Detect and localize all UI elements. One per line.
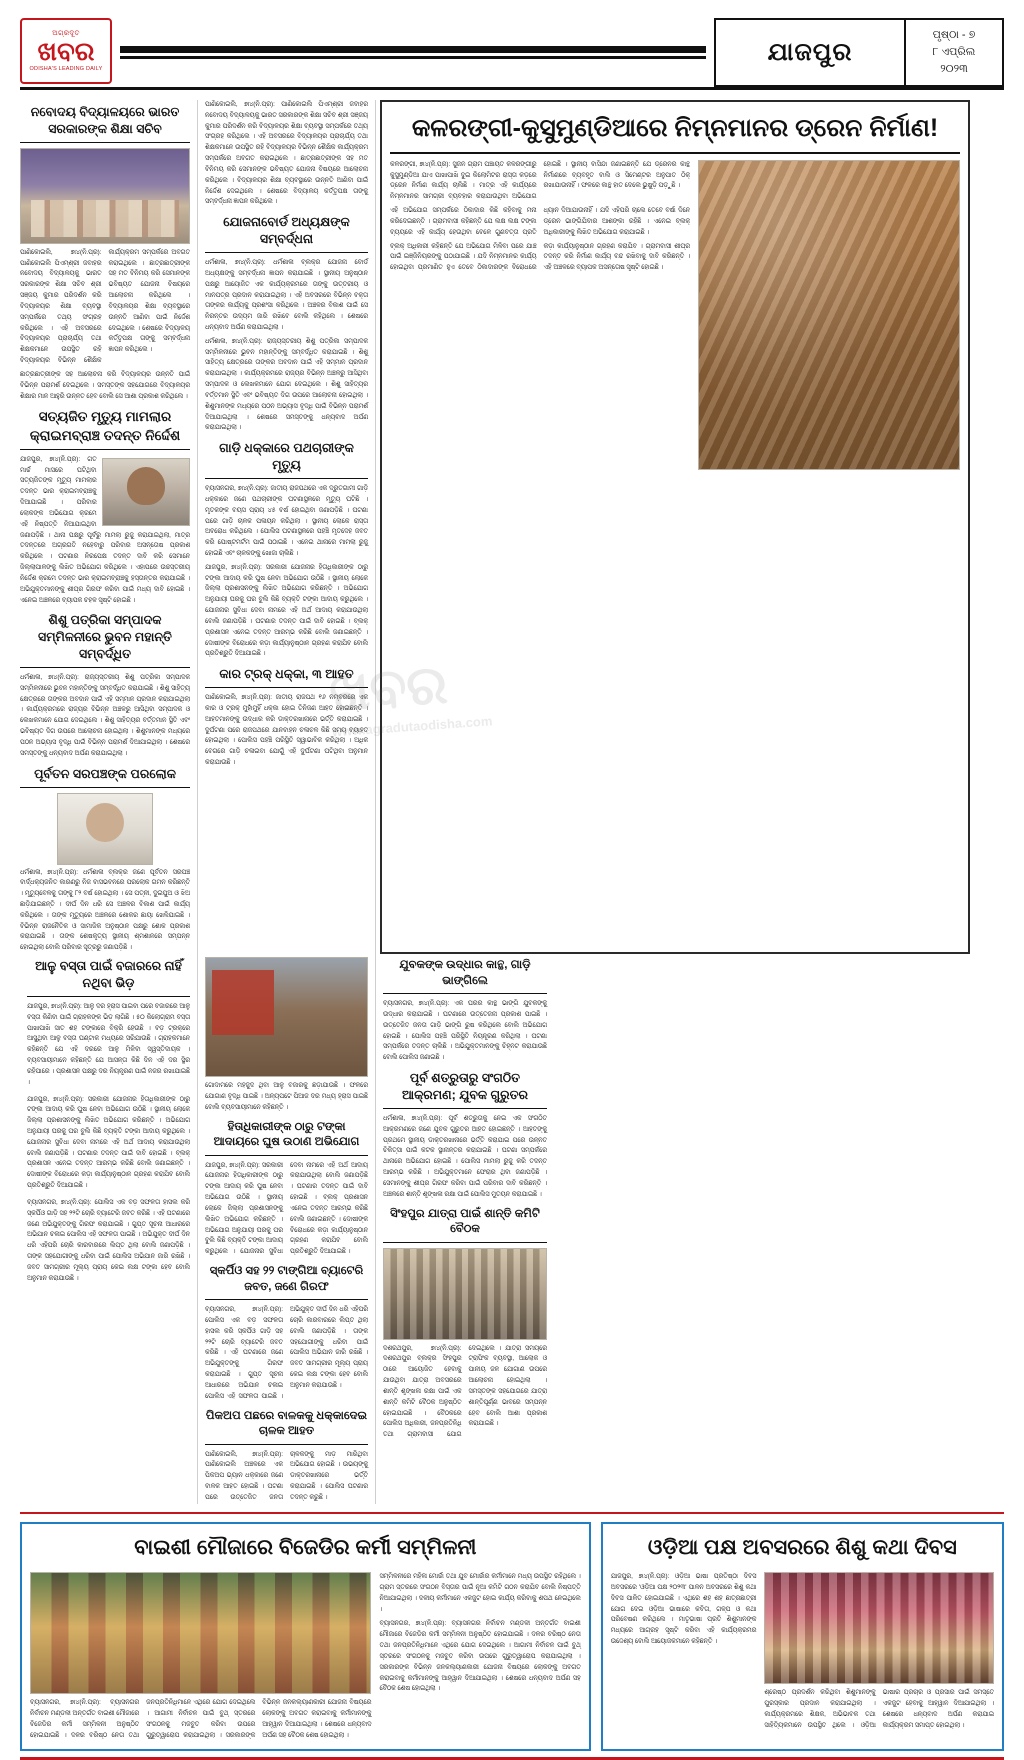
column-2 [198, 100, 376, 954]
bottom-article-odia-paksha [601, 1522, 1004, 1752]
article-headline: ପୂର୍ବ ଶତ୍ରୁତାରୁ ସଂଗଠିତ ଆକ୍ରମଣ; ଯୁବକ ଗୁରୁତର [383, 1070, 547, 1109]
article-yojana-board [205, 214, 368, 434]
feature-body-1: କଳରଙ୍ଗୀ, ୭ା୪(ନି.ପ୍ର): ସୁଜନ ଗ୍ରାମ ପଞ୍ଚାୟତ କଳରଙ୍ଗୀରୁ କୁସୁମୁଣ୍ଡିଆ ଯାଏ ପାଖାପାଖି ଦୁଇ କିଲୋମିଟର ରାସ୍ତା କଡ଼ରେ ଡ୍ରେନ ନିର୍ମାଣ କାର୍ଯ୍ୟ ଚାଲିଛି । ମାତ୍ର ଏହି କାର୍ଯ୍ୟରେ ନିମ୍ନମାନର ସାମଗ୍ରୀ ବ୍ୟବହାର କରାଯାଉଥିବା ଅଭିଯୋଗ ହୋଇଛି । ସ୍ଥାନୀୟ ବାସିନ୍ଦା ଜଣାଇଛନ୍ତି ଯେ ଡ୍ରେନର କାନ୍ଥ ନିର୍ମାଣରେ ବ୍ୟବହୃତ ବାଲି ଓ ସିମେଣ୍ଟର ଅନୁପାତ ଠିକ୍‌ ରଖାଯାଉନାହିଁ । ଫଳରେ କାନ୍ଥ ହାତ ଦେଲେ ଭୁଷୁଡ଼ି ପଡ଼ୁଛି । [390, 160, 690, 201]
issue-info [906, 20, 1002, 85]
drain-construction-site-photo [698, 160, 960, 470]
article-attack [383, 1070, 547, 1200]
district-name: ଯାଜପୁର [716, 20, 906, 85]
column-5 [376, 954, 554, 1504]
party-workers-meeting-photo [30, 1572, 371, 1694]
article-headline: ପୂର୍ବତନ ସରପଞ୍ଚଙ୍କ ପରଲୋକ [20, 766, 190, 788]
article-body: ଯାଜପୁର, ୭ା୪(ନି.ପ୍ର): ଗତ ମାର୍ଚ୍ଚ ମାସରେ ଘଟିଥିବା ସତ୍ୟଜିତଙ୍କ ମୃତ୍ୟୁ ମାମଲାର ତଦନ୍ତ ଭାର କ୍ରାଇମବ୍ରାଞ୍ଚକୁ ଦିଆଯାଇଛି । ପରିବାର ଲୋକଙ୍କ ଅଭିଯୋଗ କ୍ରମେ ଏହି ନିଷ୍ପତ୍ତି ନିଆଯାଇଥିବା ଜଣାପଡ଼ିଛି । ଥାନା ପକ୍ଷରୁ ପୂର୍ବରୁ ମାମଲା ରୁଜୁ କରାଯାଇଥିଲା, ମାତ୍ର ତଦନ୍ତରେ ଅଗ୍ରଗତି ନହେବାରୁ ପରିବାର ଅସନ୍ତୋଷ ପ୍ରକାଶ କରିଥିଲେ । ଘଟଣାର ନିରପେକ୍ଷ ତଦନ୍ତ ଦାବି କରି ସେମାନେ ଜିଲ୍ଲାପାଳଙ୍କୁ ଲିଖିତ ଅଭିଯୋଗ କରିଥିଲେ । ଏହାପରେ ଉଚ୍ଚସ୍ତରୀୟ ନିର୍ଦ୍ଦେଶ କ୍ରମେ ତଦନ୍ତ ଭାର କ୍ରାଇମବ୍ରାଞ୍ଚକୁ ହସ୍ତାନ୍ତର କରାଯାଇଛି । ଅଭିଯୁକ୍ତମାନଙ୍କୁ ଶୀଘ୍ର ଗିରଫ କରିବା ପାଇଁ ମଧ୍ୟ ଦାବି ହୋଇଛି । ଏନେଇ ଅଞ୍ଚଳରେ ବ୍ୟାପକ ଚହଳ ସୃଷ୍ଟି ହୋଇଛି । [20, 455, 190, 604]
article-sarpanch-obituary [20, 766, 190, 955]
article-body-extra: ଯାଜପୁର, ୭ା୪(ନି.ପ୍ର): ସରକାରୀ ଯୋଜନାର ହିତାଧିକାରୀଙ୍କ ଠାରୁ ଟଙ୍କା ଆଦାୟ କରି ଘୁଷ ନେବା ଅଭିଯୋଗ ଉଠିଛି । ସ୍ଥାନୀୟ ଲୋକେ ଜିଲ୍ଲା ପ୍ରଶାସନଙ୍କୁ ଲିଖିତ ଅଭିଯୋଗ କରିଛନ୍ତି । ଅଭିଯୋଗ ଅନୁଯାୟୀ ଘରକୁ ଘର ବୁଲି କିଛି ବ୍ୟକ୍ତି ଟଙ୍କା ଆଦାୟ କରୁଥିଲେ । ଯୋଜନାର ସୁବିଧା ଦେବା ନାମରେ ଏହି ଅର୍ଥ ଆଦାୟ କରାଯାଉଥିଲା ବୋଲି ଜଣାପଡ଼ିଛି । ଘଟଣାର ତଦନ୍ତ ପାଇଁ ଦାବି ହୋଇଛି । ବ୍ଲକ୍‌ ପ୍ରଶାସନ ଏନେଇ ତଦନ୍ତ ଆରମ୍ଭ କରିଛି ବୋଲି ଜଣାଇଛନ୍ତି । ଦୋଷୀଙ୍କ ବିରୋଧରେ କଡ଼ା କାର୍ଯ୍ୟାନୁଷ୍ଠାନ ଗ୍ରହଣ କରାଯିବ ବୋଲି ପ୍ରତିଶ୍ରୁତି ଦିଆଯାଇଛି । [205, 563, 368, 658]
deceased-portrait-photo [57, 793, 152, 865]
article-car-truck [205, 666, 368, 769]
article-body: ପାଣିକୋଇଲି, ୭ା୪(ନି.ପ୍ର): ପାଣିକୋଇଲି ଅଞ୍ଚଳରେ ଏକ ପିକଅପ ଭ୍ୟାନ ଧକ୍କାରେ ଜଣେ ବାଳକ ଆହତ ହୋଇଛି । ଘଟଣା ପରେ ଉତ୍ତେଜିତ ଜନତା ଚାଳକଙ୍କୁ ମାଡ଼ ମାରିଥିବା ଅଭିଯୋଗ ହୋଇଛି । ଉଭୟଙ୍କୁ ଡାକ୍ତରଖାନାରେ ଭର୍ତ୍ତି କରାଯାଇଛି । ପୋଲିସ ଘଟଣାର ତଦନ୍ତ କରୁଛି । [205, 1450, 368, 1501]
article-peace-committee [383, 1207, 547, 1441]
article-body-extra: ଧର୍ମଶାଳା, ୭ା୪(ନି.ପ୍ର): ରାଜ୍ୟସ୍ତରୀୟ ଶିଶୁ ପତ୍ରିକା ସମ୍ପାଦକ ସମ୍ମିଳନୀରେ ଭୁବନ ମହାନ୍ତିଙ୍କୁ ସମ୍ବର୍ଦ୍ଧିତ କରାଯାଇଛି । ଶିଶୁ ସାହିତ୍ୟ କ୍ଷେତ୍ରରେ ତାଙ୍କର ଅବଦାନ ପାଇଁ ଏହି ସମ୍ମାନ ପ୍ରଦାନ କରାଯାଇଥିଲା । କାର୍ଯ୍ୟକ୍ରମରେ ରାଜ୍ୟର ବିଭିନ୍ନ ଅଞ୍ଚଳରୁ ଆସିଥିବା ସମ୍ପାଦକ ଓ ଲେଖକମାନେ ଯୋଗ ଦେଇଥିଲେ । ଶିଶୁ ସାହିତ୍ୟର ବର୍ତ୍ତମାନ ସ୍ଥିତି ଏବଂ ଭବିଷ୍ୟତ ଦିଗ ଉପରେ ଆଲୋଚନା ହୋଇଥିଲା । ଶିଶୁମାନଙ୍କ ମଧ୍ୟରେ ପଠନ ଅଭ୍ୟାସ ବୃଦ୍ଧି ପାଇଁ ବିଭିନ୍ନ ପରାମର୍ଶ ଦିଆଯାଇଥିଲା । ଶେଷରେ ସମସ୍ତଙ୍କୁ ଧନ୍ୟବାଦ ଅର୍ପଣ କରାଯାଇଥିଲା । [205, 337, 368, 432]
article-headline: ହିତାଧିକାରୀଙ୍କ ଠାରୁ ଟଙ୍କା ଆଦାୟରେ ଘୁଷ ଉଠାଣ ଅଭିଯୋଗ [205, 1120, 368, 1156]
potato-sack-market-photo [205, 957, 368, 1077]
article-body: ବ୍ୟାସନଗର, ୭ା୪(ନି.ପ୍ର): ପୋଲିସ ଏକ ବଡ଼ ସଫଳତା ହାସଲ କରି ସ୍କର୍ପିଓ ଗାଡ଼ି ସହ ୨୨ଟି ଚୋରି ବ୍ୟାଟେରି ଜବତ କରିଛି । ଏହି ଘଟଣାରେ ଜଣେ ଅଭିଯୁକ୍ତଙ୍କୁ ଗିରଫ କରାଯାଇଛି । ଗୁପ୍ତ ସୂଚନା ଆଧାରରେ ଅଭିଯାନ ଚଳାଇ ପୋଲିସ ଏହି ସଫଳତା ପାଇଛି । ଅଭିଯୁକ୍ତ ଦୀର୍ଘ ଦିନ ଧରି ଏହିପରି ଚୋରି କାରବାରରେ ଲିପ୍ତ ଥିଲା ବୋଲି ଜଣାପଡ଼ିଛି । ତାଙ୍କ ସହଯୋଗୀଙ୍କୁ ଧରିବା ପାଇଁ ପୋଲିସ ଅଭିଯାନ ଜାରି ରଖିଛି । ଜବତ ସାମଗ୍ରୀର ମୂଲ୍ୟ ପ୍ରାୟ କେଇ ଲକ୍ଷ ଟଙ୍କା ହେବ ବୋଲି ଅନୁମାନ କରାଯାଉଛି । [205, 1306, 368, 1400]
bottom-right-headline: ଓଡ଼ିଆ ପକ୍ଷ ଅବସରରେ ଶିଶୁ କଥା ଦିବସ [647, 1535, 957, 1559]
issue-year: ୨୦୨୩ [940, 63, 968, 76]
bottom-left-body: ବ୍ୟାସନଗର, ୭ା୪(ନି.ପ୍ର): ବ୍ୟାସନଗର ନିର୍ବାଚନ ମଣ୍ଡଳୀ ଅନ୍ତର୍ଗତ ବାଇଶୀ ମୌଜାରେ ବିଜେଡିର କର୍ମୀ ସମ୍ମିଳନୀ ଅନୁଷ୍ଠିତ ହୋଇଯାଇଛି । ଦଳର ବରିଷ୍ଠ ନେତା ତଥା ଜନପ୍ରତିନିଧିମାନେ ଏଥିରେ ଯୋଗ ଦେଇଥିଲେ । ଆଗାମୀ ନିର୍ବାଚନ ପାଇଁ ବୁଥ୍‌ ସ୍ତରରେ ସଂଗଠନକୁ ମଜବୁତ କରିବା ଉପରେ ଗୁରୁତ୍ୱାରୋପ କରାଯାଇଥିଲା । ସରକାରଙ୍କ ବିଭିନ୍ନ ଜନକଲ୍ୟାଣକାରୀ ଯୋଜନା ବିଷୟରେ ଲୋକଙ୍କୁ ଅବଗତ କରାଇବାକୁ କର୍ମୀମାନଙ୍କୁ ଆହ୍ୱାନ ଦିଆଯାଇଥିଲା । ଶେଷରେ ଧନ୍ୟବାଦ ଅର୍ପଣ ସହ ବୈଠକ ଶେଷ ହୋଇଥିଲା । [30, 1699, 372, 1739]
article-headline: ନବୋଦୟ ବିଦ୍ୟାଳୟରେ ଭାରତ ସରକାରଙ୍କ ଶିକ୍ଷା ସଚିବ [20, 104, 190, 143]
peace-committee-meeting-photo [383, 1248, 547, 1340]
column-4 [198, 954, 376, 1504]
article-body: ଧର୍ମଶାଳା, ୭ା୪(ନି.ପ୍ର): ଧର୍ମଶାଳା ବ୍ଲକ୍‌ର ଜଣେ ପୂର୍ବତନ ସରପଞ୍ଚ ବାର୍ଦ୍ଧକ୍ୟଜନିତ କାରଣରୁ ନିଜ ବାସଭବନରେ ପରଲୋକ ଗମନ କରିଛନ୍ତି । ମୃତ୍ୟୁବେଳକୁ ତାଙ୍କୁ ୮୨ ବର୍ଷ ହୋଇଥିଲା । ସେ ପତ୍ନୀ, ଦୁଇପୁଅ ଓ ଝିଅ ଛାଡ଼ିଯାଇଛନ୍ତି । ଦୀର୍ଘ ଦିନ ଧରି ସେ ଅଞ୍ଚଳର ବିକାଶ ପାଇଁ କାର୍ଯ୍ୟ କରିଥିଲେ । ତାଙ୍କ ମୃତ୍ୟୁରେ ଅଞ୍ଚଳରେ ଶୋକର ଛାୟା ଖେଳିଯାଇଛି । ବିଭିନ୍ନ ରାଜନୈତିକ ଓ ସାମାଜିକ ଅନୁଷ୍ଠାନ ପକ୍ଷରୁ ଶୋକ ପ୍ରକାଶ କରାଯାଇଛି । ତାଙ୍କ ଶେଷକୃତ୍ୟ ସ୍ଥାନୀୟ ଶ୍ମଶାନରେ ସମ୍ପନ୍ନ ହୋଇଥିଲା ବୋଲି ପରିବାର ସୂତ୍ରରୁ ଜଣାପଡ଼ିଛି । [20, 868, 190, 952]
article-headline: କାର ଟ୍ରକ୍‌ ଧକ୍କା, ୩ ଆହତ [205, 666, 368, 688]
article-body: ଧର୍ମଶାଳା, ୭ା୪(ନି.ପ୍ର): ରାଜ୍ୟସ୍ତରୀୟ ଶିଶୁ ପତ୍ରିକା ସମ୍ପାଦକ ସମ୍ମିଳନୀରେ ଭୁବନ ମହାନ୍ତିଙ୍କୁ ସମ୍ବର୍ଦ୍ଧିତ କରାଯାଇଛି । ଶିଶୁ ସାହିତ୍ୟ କ୍ଷେତ୍ରରେ ତାଙ୍କର ଅବଦାନ ପାଇଁ ଏହି ସମ୍ମାନ ପ୍ରଦାନ କରାଯାଇଥିଲା । କାର୍ଯ୍ୟକ୍ରମରେ ରାଜ୍ୟର ବିଭିନ୍ନ ଅଞ୍ଚଳରୁ ଆସିଥିବା ସମ୍ପାଦକ ଓ ଲେଖକମାନେ ଯୋଗ ଦେଇଥିଲେ । ଶିଶୁ ସାହିତ୍ୟର ବର୍ତ୍ତମାନ ସ୍ଥିତି ଏବଂ ଭବିଷ୍ୟତ ଦିଗ ଉପରେ ଆଲୋଚନା ହୋଇଥିଲା । ଶିଶୁମାନଙ୍କ ମଧ୍ୟରେ ପଠନ ଅଭ୍ୟାସ ବୃଦ୍ଧି ପାଇଁ ବିଭିନ୍ନ ପରାମର୍ଶ ଦିଆଯାଇଥିଲା । ଶେଷରେ ସମସ୍ତଙ୍କୁ ଧନ୍ୟବାଦ ଅର୍ପଣ କରାଯାଇଥିଲା । [20, 674, 190, 757]
masthead [20, 18, 1004, 90]
article-headline: ଶିଶୁ ପତ୍ରିକା ସମ୍ପାଦକ ସମ୍ମିଳନୀରେ ଭୁବନ ମହାନ୍ତି ସମ୍ବର୍ଦ୍ଧିତ [20, 612, 190, 668]
article-body: ଧର୍ମଶାଳା, ୭ା୪(ନି.ପ୍ର): ଧର୍ମଶାଳା ବ୍ଲକ୍‌ର ଯୋଜନା ବୋର୍ଡ ଅଧ୍ୟକ୍ଷଙ୍କୁ ସମ୍ବର୍ଦ୍ଧନା ଜ୍ଞାପନ କରାଯାଇଛି । ସ୍ଥାନୀୟ ଅନୁଷ୍ଠାନ ପକ୍ଷରୁ ଆୟୋଜିତ ଏକ କାର୍ଯ୍ୟକ୍ରମରେ ତାଙ୍କୁ ଉତ୍ତରୀୟ ଓ ମାନପତ୍ର ପ୍ରଦାନ କରାଯାଇଥିଲା । ଏହି ଅବସରରେ ବିଭିନ୍ନ ବକ୍ତା ତାଙ୍କର କାର୍ଯ୍ୟକୁ ପ୍ରଶଂସା କରିଥିଲେ । ଅଞ୍ଚଳର ବିକାଶ ପାଇଁ ସେ ନିରନ୍ତର ଉଦ୍ୟମ ଜାରି ରଖିବେ ବୋଲି କହିଥିଲେ । ଶେଷରେ ଧନ୍ୟବାଦ ଅର୍ପଣ କରାଯାଇଥିଲା । [205, 259, 368, 331]
column-3 [20, 954, 198, 1504]
bottom-right-body: ଯାଜପୁର, ୭ା୪(ନି.ପ୍ର): ଓଡ଼ିଆ ଭାଷା ପ୍ରତିଷ୍ଠା ଦିବସ ଅବସରରେ 'ଓଡ଼ିଆ ପକ୍ଷ ୨୦୨୩' ପାଳନ ଅବସରରେ ଶିଶୁ କଥା ଦିବସ ପାଳିତ ହୋଇଯାଇଛି । ଏଥିରେ ଶହ ଶହ ଛାତ୍ରଛାତ୍ରୀ ଯୋଗ ଦେଇ ଓଡ଼ିଆ ଭାଷାରେ କବିତା, ଗଳ୍ପ ଓ କଥା ପରିବେଷଣ କରିଥିଲେ । ମାତୃଭାଷା ପ୍ରତି ଶିଶୁମାନଙ୍କ ମଧ୍ୟରେ ଆଗ୍ରହ ସୃଷ୍ଟି କରିବା ଏହି କାର୍ଯ୍ୟକ୍ରମର ଉଦ୍ଦେଶ୍ୟ ବୋଲି ଆୟୋଜକମାନେ କହିଛନ୍ତି । [610, 1573, 757, 1646]
masthead-rules [120, 18, 706, 87]
feature-headline-main: କଳରଙ୍ଗୀ-କୁସୁମୁଣ୍ଡିଆରେ ନିମ୍ନମାନର ଡ୍ରେନ ନିର୍ମାଣ! [390, 112, 960, 154]
article-youth-wall [383, 958, 547, 1064]
watermark-url: www.agradutaodisha.com [331, 713, 493, 740]
article-headline: ସ୍କର୍ପିଓ ସହ ୨୨ ଟାଙ୍ଗିଆ ବ୍ୟାଟେରି ଜବତ, ଜଣେ ଗିରଫ [205, 1264, 368, 1300]
logo-bottom-text: ODISHA'S LEADING DAILY [29, 66, 103, 72]
article-body: ପାଣିକୋଇଲି, ୭ା୪(ନି.ପ୍ର): ଜାତୀୟ ରାଜପଥ ୧୬ ନମ୍ବରରେ ଏକ କାର ଓ ଟ୍ରକ୍‌ ମୁହାଁମୁହିଁ ଧକ୍କା ହୋଇ ତିନିଜଣ ଆହତ ହୋଇଛନ୍ତି । ଆହତମାନଙ୍କୁ ଉଦ୍ଧାର କରି ଡାକ୍ତରଖାନାରେ ଭର୍ତ୍ତି କରାଯାଇଛି । ଦୁର୍ଘଟଣା ପରେ ରାଜପଥରେ ଯାନବାହନ ଚଳାଚଳ କିଛି ସମୟ ବ୍ୟାହତ ହୋଇଥିଲା । ପୋଲିସ ପହଞ୍ଚି ପରିସ୍ଥିତି ସ୍ୱାଭାବିକ କରିଥିଲା । ଅଧିକ ବେଗରେ ଗାଡ଼ି ଚଳାଇବା ଯୋଗୁଁ ଏହି ଦୁର୍ଘଟଣା ଘଟିଥିବା ଅନୁମାନ କରାଯାଉଛି । [205, 694, 368, 767]
article-body: ଗୋଦାମରେ ମହଜୁଦ ଥିବା ଆଳୁ ବଜାରକୁ ଛଡ଼ାଯାଉଛି । ଫଳରେ ଯୋଗାଣ ବୃଦ୍ଧି ପାଇଛି । ଅନ୍ୟପଟେ ପିଆଜ ଦର ମଧ୍ୟ ହ୍ରାସ ପାଇଛି ବୋଲି ବ୍ୟବସାୟୀମାନେ କହିଛନ୍ତି । [205, 1082, 368, 1111]
watermark-text: ଖବର [327, 654, 450, 723]
feature-text-columns [390, 160, 690, 470]
page-content-grid [20, 100, 1004, 1504]
article-pedestrian-death [205, 440, 368, 660]
page-number: ପୃଷ୍ଠା - ୭ [932, 28, 976, 41]
article-caption: ଛାତ୍ରଛାତ୍ରୀଙ୍କ ସହ ଆଲୋଚନା କରି ବିଦ୍ୟାଳୟର ଉନ୍ନତି ପାଇଁ ବିଭିନ୍ନ ପରାମର୍ଶ ଦେଇଥିଲେ । ସମସ୍ତଙ୍କ ସହଯୋଗରେ ବିଦ୍ୟାଳୟର ଶିକ୍ଷାର ମାନ ଆହୁରି ଉନ୍ନତ ହେବ ବୋଲି ସେ ଆଶା ପ୍ରକାଶ କରିଥିଲେ । [20, 370, 190, 400]
article-body: ବ୍ୟାସନଗର, ୭ା୪(ନି.ପ୍ର): ପୋଲିସ ଏକ ବଡ଼ ସଫଳତା ହାସଲ କରି ସ୍କର୍ପିଓ ଗାଡ଼ି ସହ ୨୨ଟି ଚୋରି ବ୍ୟାଟେରି ଜବତ କରିଛି । ଏହି ଘଟଣାରେ ଜଣେ ଅଭିଯୁକ୍ତଙ୍କୁ ଗିରଫ କରାଯାଇଛି । ଗୁପ୍ତ ସୂଚନା ଆଧାରରେ ଅଭିଯାନ ଚଳାଇ ପୋଲିସ ଏହି ସଫଳତା ପାଇଛି । ଅଭିଯୁକ୍ତ ଦୀର୍ଘ ଦିନ ଧରି ଏହିପରି ଚୋରି କାରବାରରେ ଲିପ୍ତ ଥିଲା ବୋଲି ଜଣାପଡ଼ିଛି । ତାଙ୍କ ସହଯୋଗୀଙ୍କୁ ଧରିବା ପାଇଁ ପୋଲିସ ଅଭିଯାନ ଜାରି ରଖିଛି । ଜବତ ସାମଗ୍ରୀର ମୂଲ୍ୟ ପ୍ରାୟ କେଇ ଲକ୍ଷ ଟଙ୍କା ହେବ ବୋଲି ଅନୁମାନ କରାଯାଉଛି । [27, 1198, 190, 1282]
article-ghusa [27, 1095, 190, 1192]
article-nabodaya [20, 104, 190, 402]
article-hitadhikari [205, 1120, 368, 1258]
bottom-left-headline: ବାଇଶୀ ମୌଜାରେ ବିଜେଡିର କର୍ମୀ ସମ୍ମିଳନୀ [134, 1535, 477, 1559]
edition-title-block [714, 18, 1004, 87]
feature-photo-wrap [698, 160, 960, 470]
article-body: ଯାଜପୁର, ୭ା୪(ନି.ପ୍ର): ସରକାରୀ ଯୋଜନାର ହିତାଧିକାରୀଙ୍କ ଠାରୁ ଟଙ୍କା ଆଦାୟ କରି ଘୁଷ ନେବା ଅଭିଯୋଗ ଉଠିଛି । ସ୍ଥାନୀୟ ଲୋକେ ଜିଲ୍ଲା ପ୍ରଶାସନଙ୍କୁ ଲିଖିତ ଅଭିଯୋଗ କରିଛନ୍ତି । ଅଭିଯୋଗ ଅନୁଯାୟୀ ଘରକୁ ଘର ବୁଲି କିଛି ବ୍ୟକ୍ତି ଟଙ୍କା ଆଦାୟ କରୁଥିଲେ । ଯୋଜନାର ସୁବିଧା ଦେବା ନାମରେ ଏହି ଅର୍ଥ ଆଦାୟ କରାଯାଉଥିଲା ବୋଲି ଜଣାପଡ଼ିଛି । ଘଟଣାର ତଦନ୍ତ ପାଇଁ ଦାବି ହୋଇଛି । ବ୍ଲକ୍‌ ପ୍ରଶାସନ ଏନେଇ ତଦନ୍ତ ଆରମ୍ଭ କରିଛି ବୋଲି ଜଣାଇଛନ୍ତି । ଦୋଷୀଙ୍କ ବିରୋଧରେ କଡ଼ା କାର୍ଯ୍ୟାନୁଷ୍ଠାନ ଗ୍ରହଣ କରାଯିବ ବୋଲି ପ୍ରତିଶ୍ରୁତି ଦିଆଯାଇଛି । [205, 1161, 368, 1256]
article-body: ବ୍ୟାସନଗର, ୭ା୪(ନି.ପ୍ର): ଜାତୀୟ ରାଜପଥରେ ଏକ ଦ୍ରୁତଗାମୀ ଗାଡ଼ି ଧକ୍କାରେ ଜଣେ ପଥଚାରୀଙ୍କ ଘଟଣାସ୍ଥଳରେ ମୃତ୍ୟୁ ଘଟିଛି । ମୃତକଙ୍କ ବୟସ ପ୍ରାୟ ୪୫ ବର୍ଷ ହୋଇଥିବା ଜଣାପଡ଼ିଛି । ଘଟଣା ପରେ ଗାଡ଼ି ଚାଳକ ପଳାୟନ କରିଥିଲା । ସ୍ଥାନୀୟ ଲୋକେ ରାସ୍ତା ଅବରୋଧ କରିଥିଲେ । ପୋଲିସ ଘଟଣାସ୍ଥଳରେ ପହଞ୍ଚି ମୃତଦେହ ଜବତ କରି ପୋଷ୍ଟମର୍ଟମ ପାଇଁ ପଠାଇଛି । ଏନେଇ ଥାନାରେ ମାମଲା ରୁଜୁ ହୋଇଛି ଏବଂ ଚାଳକଙ୍କୁ ଖୋଜା ଚାଲିଛି । [205, 485, 368, 557]
article-scorpio [27, 1198, 190, 1285]
article-satyajit [20, 408, 190, 606]
article-pickup [205, 1409, 368, 1504]
bottom-left-body-3: ବ୍ୟାସନଗର, ୭ା୪(ନି.ପ୍ର): ବ୍ୟାସନଗର ନିର୍ବାଚନ ମଣ୍ଡଳୀ ଅନ୍ତର୍ଗତ ବାଇଶୀ ମୌଜାରେ ବିଜେଡିର କର୍ମୀ ସମ୍ମିଳନୀ ଅନୁଷ୍ଠିତ ହୋଇଯାଇଛି । ଦଳର ବରିଷ୍ଠ ନେତା ତଥା ଜନପ୍ରତିନିଧିମାନେ ଏଥିରେ ଯୋଗ ଦେଇଥିଲେ । ଆଗାମୀ ନିର୍ବାଚନ ପାଇଁ ବୁଥ୍‌ ସ୍ତରରେ ସଂଗଠନକୁ ମଜବୁତ କରିବା ଉପରେ ଗୁରୁତ୍ୱାରୋପ କରାଯାଇଥିଲା । ସରକାରଙ୍କ ବିଭିନ୍ନ ଜନକଲ୍ୟାଣକାରୀ ଯୋଜନା ବିଷୟରେ ଲୋକଙ୍କୁ ଅବଗତ କରାଇବାକୁ କର୍ମୀମାନଙ୍କୁ ଆହ୍ୱାନ ଦିଆଯାଇଥିଲା । ଶେଷରେ ଧନ୍ୟବାଦ ଅର୍ପଣ ସହ ବୈଠକ ଶେଷ ହୋଇଥିଲା । [379, 1620, 581, 1693]
bottom-left-body-2: ସମ୍ମିଳନୀରେ ମହିଳା ମୋର୍ଚ୍ଚା ତଥା ଯୁବ ମୋର୍ଚ୍ଚାର କର୍ମୀମାନେ ମଧ୍ୟ ଉପସ୍ଥିତ ରହିଥିଲେ । ଗ୍ରାମ ସ୍ତରରେ ସଂଗଠନ ବିସ୍ତାର ପାଇଁ ନୂଆ କମିଟି ଗଠନ କରାଯିବ ବୋଲି ନିଷ୍ପତ୍ତି ନିଆଯାଇଥିଲା । ଦଳୀୟ କର୍ମୀମାନେ ଏକଜୁଟ ହୋଇ କାର୍ଯ୍ୟ କରିବାକୁ ଶପଥ ନେଇଥିଲେ । [379, 1573, 581, 1613]
bottom-article-bjd [20, 1522, 591, 1752]
article-body: ବ୍ୟାସନଗର, ୭ା୪(ନି.ପ୍ର): ଏକ ଘରର କାନ୍ଥ ଭାଙ୍ଗି ଯୁବକଙ୍କୁ ଉଦ୍ଧାର କରାଯାଇଛି । ଘଟଣାରେ ଉତ୍ତେଜନା ପ୍ରକାଶ ପାଇଛି । ଉତ୍ତେଜିତ ଜନତା ଗାଡ଼ି ଭାଙ୍ଗି ରୁଷ କରିଥିଲେ ବୋଲି ଅଭିଯୋଗ ହୋଇଛି । ପୋଲିସ ପହଞ୍ଚି ପରିସ୍ଥିତି ନିୟନ୍ତ୍ରଣ କରିଥିଲା । ଘଟଣା ସମ୍ପର୍କରେ ତଦନ୍ତ ଚାଲିଛି । ଅଭିଯୁକ୍ତମାନଙ୍କୁ ଚିହ୍ନଟ କରାଯାଉଛି ବୋଲି ପୋଲିସ ଜଣାଇଛି । [383, 1000, 547, 1062]
issue-date: ୮ ଏପ୍ରିଲ [932, 45, 976, 58]
article-headline: ସତ୍ୟଜିତ ମୃତ୍ୟୁ ମାମଲାର କ୍ରାଇମବ୍ରାଞ୍ଚ ତଦନ୍ତ ନିର୍ଦ୍ଦେଶ [20, 408, 190, 449]
children-story-day-photo [764, 1572, 994, 1684]
article-body: ଯାଜପୁର, ୭ା୪(ନି.ପ୍ର): ସରକାରୀ ଯୋଜନାର ହିତାଧିକାରୀଙ୍କ ଠାରୁ ଟଙ୍କା ଆଦାୟ କରି ଘୁଷ ନେବା ଅଭିଯୋଗ ଉଠିଛି । ସ୍ଥାନୀୟ ଲୋକେ ଜିଲ୍ଲା ପ୍ରଶାସନଙ୍କୁ ଲିଖିତ ଅଭିଯୋଗ କରିଛନ୍ତି । ଅଭିଯୋଗ ଅନୁଯାୟୀ ଘରକୁ ଘର ବୁଲି କିଛି ବ୍ୟକ୍ତି ଟଙ୍କା ଆଦାୟ କରୁଥିଲେ । ଯୋଜନାର ସୁବିଧା ଦେବା ନାମରେ ଏହି ଅର୍ଥ ଆଦାୟ କରାଯାଉଥିଲା ବୋଲି ଜଣାପଡ଼ିଛି । ଘଟଣାର ତଦନ୍ତ ପାଇଁ ଦାବି ହୋଇଛି । ବ୍ଲକ୍‌ ପ୍ରଶାସନ ଏନେଇ ତଦନ୍ତ ଆରମ୍ଭ କରିଛି ବୋଲି ଜଣାଇଛନ୍ତି । ଦୋଷୀଙ୍କ ବିରୋଧରେ କଡ଼ା କାର୍ଯ୍ୟାନୁଷ୍ଠାନ ଗ୍ରହଣ କରାଯିବ ବୋଲି ପ୍ରତିଶ୍ରୁତି ଦିଆଯାଇଛି । [27, 1095, 190, 1190]
column-1 [20, 100, 198, 954]
bottom-right-body-2: ଶ୍ରେଷ୍ଠ ପ୍ରଦର୍ଶନ କରିଥିବା ଶିଶୁମାନଙ୍କୁ ପୁରସ୍କାର ପ୍ରଦାନ କରାଯାଇଥିଲା । କାର୍ଯ୍ୟକ୍ରମରେ ଶିକ୍ଷକ, ଅଭିଭାବକ ତଥା ସାହିତ୍ୟିକମାନେ ଉପସ୍ଥିତ ଥିଲେ । ଓଡ଼ିଆ ଭାଷାର ପ୍ରଚାର ଓ ପ୍ରସାର ପାଇଁ ସମସ୍ତେ ଏକଜୁଟ ହେବାକୁ ଆହ୍ୱାନ ଦିଆଯାଇଥିଲା । ଶେଷରେ ଧନ୍ୟବାଦ ଅର୍ପଣ କରାଯାଇ କାର୍ଯ୍ୟକ୍ରମ ସମାପ୍ତ ହୋଇଥିଲା । [764, 1689, 994, 1729]
article-headline: ଯୁବକଙ୍କ ଉଦ୍ଧାର କାନ୍ଥ, ଗାଡ଼ି ଭାଙ୍ଗିଲେ [383, 958, 547, 994]
logo-top-text: ଅଗ୍ରଦୂତ [52, 30, 80, 37]
logo-main-text: ଖବର [37, 36, 95, 66]
article-shishu-patrika [20, 612, 190, 759]
feature-article-drain [380, 100, 970, 954]
article-body: ପାଣିକୋଇଲି, ୭ା୪(ନି.ପ୍ର): ପାଣିକୋଇଲି ପିଏମ୍‌ଶ୍ରୀ ଜବାହର ନବୋଦୟ ବିଦ୍ୟାଳୟକୁ ଭାରତ ସରକାରଙ୍କ ଶିକ୍ଷା ସଚିବ ଶ୍ରୀ ସଞ୍ଜୟ କୁମାର ପରିଦର୍ଶନ କରି ବିଦ୍ୟାଳୟର ଶିକ୍ଷା ବ୍ୟବସ୍ଥା ସମ୍ପର୍କରେ ତଥ୍ୟ ସଂଗ୍ରହ କରିଥିଲେ । ଏହି ଅବସରରେ ବିଦ୍ୟାଳୟର ପ୍ରାଚାର୍ଯ୍ୟ ତଥା ଶିକ୍ଷକମାନେ ଉପସ୍ଥିତ ରହି ବିଦ୍ୟାଳୟର ବିଭିନ୍ନ ଶୈକ୍ଷିକ କାର୍ଯ୍ୟକ୍ରମ ସମ୍ପର୍କରେ ଅବଗତ କରାଇଥିଲେ । ଛାତ୍ରଛାତ୍ରୀଙ୍କ ସହ ମତ ବିନିମୟ କରି ସେମାନଙ୍କ ଭବିଷ୍ୟତ ଯୋଜନା ବିଷୟରେ ଆଲୋଚନା କରିଥିଲେ । ବିଦ୍ୟାଳୟର ଶିକ୍ଷା ବ୍ୟବସ୍ଥାରେ ଉନ୍ନତି ଆଣିବା ପାଇଁ ନିର୍ଦ୍ଦେଶ ଦେଇଥିଲେ । ଶେଷରେ ବିଦ୍ୟାଳୟ କର୍ତ୍ତୃପକ୍ଷ ତାଙ୍କୁ ସମ୍ବର୍ଦ୍ଧନା ଜ୍ଞାପନ କରିଥିଲେ । [20, 248, 190, 365]
victim-portrait-photo [102, 458, 190, 526]
article-potato [27, 958, 190, 1088]
feature-body-3: ବ୍ଲକ୍‌ ଅଧିକାରୀ କହିଛନ୍ତି ଯେ ଅଭିଯୋଗ ମିଳିବା ପରେ ଯାଞ୍ଚ ପାଇଁ ଇଞ୍ଜିନିୟରଙ୍କୁ ପଠାଯାଇଛି । ଯଦି ନିମ୍ନମାନର କାର୍ଯ୍ୟ ହୋଇଥିବା ପ୍ରମାଣିତ ହୁଏ ତେବେ ଠିକାଦାରଙ୍କ ବିରୋଧରେ କଡ଼ା କାର୍ଯ୍ୟାନୁଷ୍ଠାନ ଗ୍ରହଣ କରାଯିବ । ଗ୍ରାମବାସୀ ଶୀଘ୍ର ତଦନ୍ତ କରି ନିର୍ମାଣ କାର୍ଯ୍ୟ ବନ୍ଦ ରଖିବାକୁ ଦାବି କରିଛନ୍ତି । ଏହି ଅଞ୍ଚଳରେ ବ୍ୟାପକ ଅସନ୍ତୋଷ ସୃଷ୍ଟି ହୋଇଛି । [390, 242, 690, 272]
publication-logo [20, 18, 112, 84]
article-headline: ଯୋଜନାବୋର୍ଡ ଅଧ୍ୟକ୍ଷଙ୍କ ସମ୍ବର୍ଦ୍ଧନା [205, 214, 368, 253]
article-body-continued: ପାଣିକୋଇଲି, ୭ା୪(ନି.ପ୍ର): ପାଣିକୋଇଲି ପିଏମ୍‌ଶ୍ରୀ ଜବାହର ନବୋଦୟ ବିଦ୍ୟାଳୟକୁ ଭାରତ ସରକାରଙ୍କ ଶିକ୍ଷା ସଚିବ ଶ୍ରୀ ସଞ୍ଜୟ କୁମାର ପରିଦର୍ଶନ କରି ବିଦ୍ୟାଳୟର ଶିକ୍ଷା ବ୍ୟବସ୍ଥା ସମ୍ପର୍କରେ ତଥ୍ୟ ସଂଗ୍ରହ କରିଥିଲେ । ଏହି ଅବସରରେ ବିଦ୍ୟାଳୟର ପ୍ରାଚାର୍ଯ୍ୟ ତଥା ଶିକ୍ଷକମାନେ ଉପସ୍ଥିତ ରହି ବିଦ୍ୟାଳୟର ବିଭିନ୍ନ ଶୈକ୍ଷିକ କାର୍ଯ୍ୟକ୍ରମ ସମ୍ପର୍କରେ ଅବଗତ କରାଇଥିଲେ । ଛାତ୍ରଛାତ୍ରୀଙ୍କ ସହ ମତ ବିନିମୟ କରି ସେମାନଙ୍କ ଭବିଷ୍ୟତ ଯୋଜନା ବିଷୟରେ ଆଲୋଚନା କରିଥିଲେ । ବିଦ୍ୟାଳୟର ଶିକ୍ଷା ବ୍ୟବସ୍ଥାରେ ଉନ୍ନତି ଆଣିବା ପାଇଁ ନିର୍ଦ୍ଦେଶ ଦେଇଥିଲେ । ଶେଷରେ ବିଦ୍ୟାଳୟ କର୍ତ୍ତୃପକ୍ଷ ତାଙ୍କୁ ସମ୍ବର୍ଦ୍ଧନା ଜ୍ଞାପନ କରିଥିଲେ । [205, 101, 368, 206]
article-headline: ପିକଅପ ପଛରେ ବାଳକକୁ ଧକ୍କାଦେଇ ଚାଳକ ଆହତ [205, 1409, 368, 1445]
article-scorpio-battery [205, 1264, 368, 1402]
article-body: ଧର୍ମଶାଳା, ୭ା୪(ନି.ପ୍ର): ପୂର୍ବ ଶତ୍ରୁତାକୁ ନେଇ ଏକ ସଂଗଠିତ ଆକ୍ରମଣରେ ଜଣେ ଯୁବକ ଗୁରୁତର ଆହତ ହୋଇଛନ୍ତି । ଆହତଙ୍କୁ ପ୍ରଥମେ ସ୍ଥାନୀୟ ଡାକ୍ତରଖାନାରେ ଭର୍ତ୍ତି କରାଯାଇ ପରେ ଉନ୍ନତ ଚିକିତ୍ସା ପାଇଁ କଟକ ସ୍ଥାନାନ୍ତର କରାଯାଇଛି । ଘଟଣା ସମ୍ପର୍କରେ ଥାନାରେ ଅଭିଯୋଗ ହୋଇଛି । ପୋଲିସ ମାମଲା ରୁଜୁ କରି ତଦନ୍ତ ଆରମ୍ଭ କରିଛି । ଅଭିଯୁକ୍ତମାନେ ଫେରାର ଥିବା ଜଣାପଡ଼ିଛି । ସେମାନଙ୍କୁ ଶୀଘ୍ର ଗିରଫ କରିବା ପାଇଁ ପରିବାର ଦାବି କରିଛନ୍ତି । ଅଞ୍ଚଳରେ ଶାନ୍ତି ଶୃଙ୍ଖଳା ରକ୍ଷା ପାଇଁ ପୋଲିସ ମୁତୟନ କରାଯାଇଛି । [383, 1114, 547, 1198]
article-headline: ଗାଡ଼ି ଧକ୍କାରେ ପଥଚାରୀଙ୍କ ମୃତ୍ୟୁ [205, 440, 368, 479]
feature-body-2: ଏହି ଅଭିଯୋଗ ସମ୍ପର୍କରେ ଠିକାଦାର କିଛି କହିବାକୁ ମନା କରିଦେଇଛନ୍ତି । ଗ୍ରାମବାସୀ କହିଛନ୍ତି ଯେ ଲକ୍ଷ ଲକ୍ଷ ଟଙ୍କା ବ୍ୟୟରେ ଏହି କାର୍ଯ୍ୟ ହେଉଥିବା ବେଳେ ଗୁଣବତ୍ତା ପ୍ରତି ଧ୍ୟାନ ଦିଆଯାଉନାହିଁ । ଯଦି ଏହିପରି ଚାଲେ ତେବେ ବର୍ଷା ଦିନେ ଡ୍ରେନ ଭାଙ୍ଗିଯିବାର ଆଶଙ୍କା ରହିଛି । ଏନେଇ ବ୍ଲକ୍‌ ଅଧିକାରୀଙ୍କୁ ଲିଖିତ ଅଭିଯୋଗ କରାଯାଇଛି । [390, 207, 690, 236]
bottom-section [20, 1512, 1004, 1752]
article-body: ଦଶରଥପୁର, ୭ା୪(ନି.ପ୍ର): ଦଶରଥପୁର ବ୍ଲକ୍‌ର ସିଂହପୁର ଠାରେ ଆୟୋଜିତ ହେବାକୁ ଯାଉଥିବା ଯାତ୍ରା ଅବସରରେ ଶାନ୍ତି ଶୃଙ୍ଖଳା ରକ୍ଷା ପାଇଁ ଏକ ଶାନ୍ତି କମିଟି ବୈଠକ ଅନୁଷ୍ଠିତ ହୋଇଯାଇଛି । ବୈଠକରେ ପୋଲିସ ଅଧିକାରୀ, ଜନପ୍ରତିନିଧି ତଥା ଗ୍ରାମବାସୀ ଯୋଗ ଦେଇଥିଲେ । ଯାତ୍ରା ସମୟରେ ଟ୍ରାଫିକ ବ୍ୟବସ୍ଥା, ଆଲୋକ ଓ ପାନୀୟ ଜଳ ଯୋଗାଣ ଉପରେ ଆଲୋଚନା ହୋଇଥିଲା । ସମସ୍ତଙ୍କ ସହଯୋଗରେ ଯାତ୍ରା ଶାନ୍ତିପୂର୍ଣ୍ଣ ଭାବରେ ସମ୍ପନ୍ନ ହେବ ବୋଲି ଆଶା ପ୍ରକାଶ କରାଯାଇଛି । [383, 1344, 547, 1439]
article-nabodaya-continued [205, 100, 368, 208]
article-body: ଯାଜପୁର, ୭ା୪(ନି.ପ୍ର): ଆଳୁ ଦର ହ୍ରାସ ପାଇବା ପରେ ବଜାରରେ ଆଳୁ ବସ୍ତା କିଣିବା ପାଇଁ ଗ୍ରାହକଙ୍କ ଭିଡ଼ ଲାଗିଛି । ୫୦ କିଲୋଗ୍ରାମ ବସ୍ତା ପାଖାପାଖି ସାତ ଶହ ଟଙ୍କାରେ ବିକ୍ରି ହେଉଛି । ବଡ଼ ଟ୍ରକ୍‌ରେ ଆସୁଥିବା ଆଳୁ ବସ୍ତା ଘଣ୍ଟାକ ମଧ୍ୟରେ ସରିଯାଉଛି । ଗ୍ରାହକମାନେ କହିଛନ୍ତି ଯେ ଏହି ଦରରେ ଆଳୁ ମିଳିବା ସ୍ୱସ୍ତିଦାୟକ । ବ୍ୟବସାୟୀମାନେ କହିଛନ୍ତି ଯେ ଆସନ୍ତା କିଛି ଦିନ ଏହି ଦର ସ୍ଥିର ରହିପାରେ । ପ୍ରଶାସନ ପକ୍ଷରୁ ଦର ନିୟନ୍ତ୍ରଣ ପାଇଁ ନଜର ରଖାଯାଇଛି । [27, 1002, 190, 1086]
article-headline: ଆଳୁ ବସ୍ତା ପାଇଁ ବଜାରରେ ନାହିଁ ନଥିବା ଭିଡ଼ [27, 958, 190, 997]
stage-function-photo [20, 148, 190, 244]
article-headline: ସିଂହପୁର ଯାତ୍ରା ପାଇଁ ଶାନ୍ତି କମିଟି ବୈଠକ [383, 1207, 547, 1243]
